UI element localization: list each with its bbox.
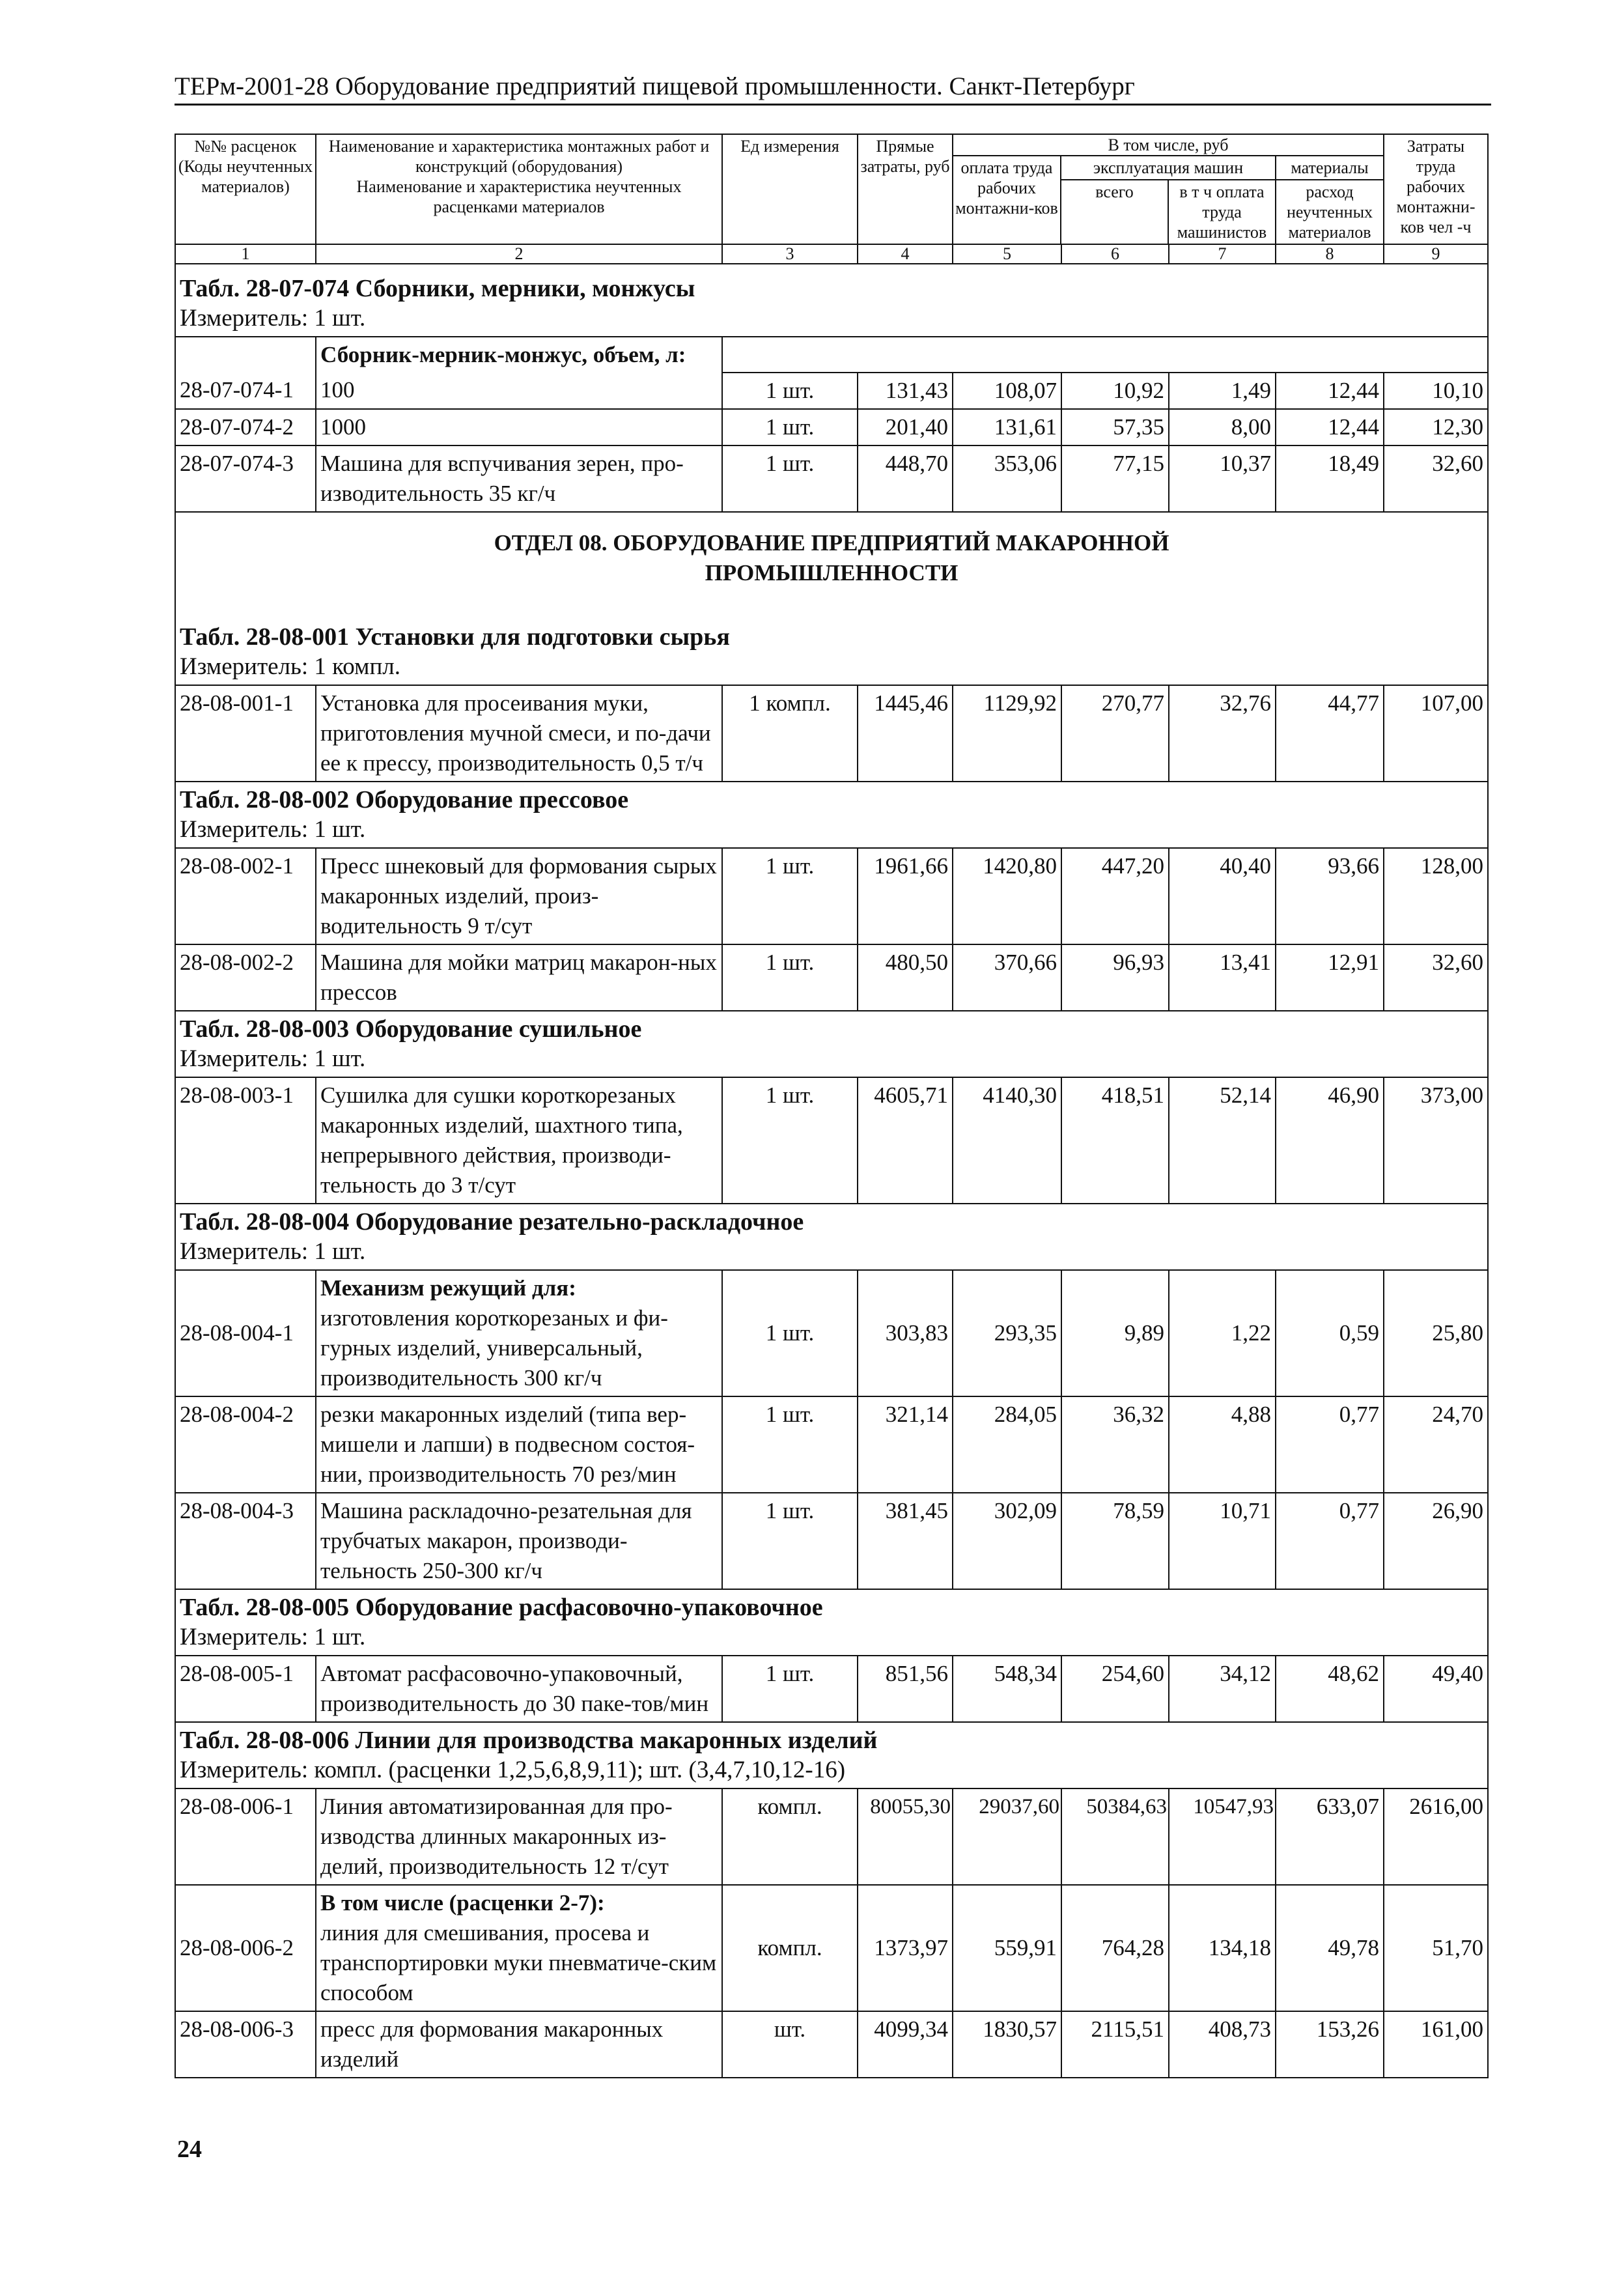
- row-unit: 1 шт.: [722, 1493, 858, 1589]
- col-code-header: [175, 134, 316, 244]
- row-direct-costs: 851,56: [858, 1656, 953, 1722]
- row-operators-wages: 4,88: [1169, 1396, 1276, 1493]
- table-row: [175, 1788, 1488, 1885]
- row-subhead: В том числе (расценки 2-7):: [320, 1890, 605, 1915]
- row-wages: 293,35: [953, 1270, 1061, 1396]
- table-row: [175, 2011, 1488, 2078]
- row-labor: 2616,00: [1384, 1788, 1488, 1885]
- row-wages: 29037,60: [953, 1788, 1061, 1885]
- row-code-empty: [175, 337, 316, 373]
- row-labor: 128,00: [1384, 848, 1488, 944]
- row-unit: 1 шт.: [722, 1270, 858, 1396]
- row-operators-wages: 408,73: [1169, 2011, 1276, 2078]
- section-title-cell: [175, 264, 1488, 337]
- row-materials: 44,77: [1276, 685, 1384, 782]
- row-name: Машина раскладочно-резательная для трубчатых макарон, производи-тельность 250-300 кг/ч: [316, 1493, 722, 1589]
- col-name-header: [316, 134, 722, 244]
- table-row: [175, 337, 1488, 373]
- row-unit: 1 шт.: [722, 409, 858, 445]
- row-empty: [722, 337, 1488, 373]
- row-unit: 1 шт.: [722, 373, 858, 409]
- row-direct-costs: 201,40: [858, 409, 953, 445]
- row-labor: 373,00: [1384, 1077, 1488, 1204]
- col-num: 6: [1061, 244, 1169, 264]
- row-code: 28-08-004-1: [175, 1270, 316, 1396]
- section-title-cell: [175, 1589, 1488, 1656]
- row-machines-total: 77,15: [1061, 445, 1169, 512]
- section-title: Табл. 28-08-006 Линии для производства макаронных изделий: [180, 1727, 878, 1754]
- row-labor: 10,10: [1384, 373, 1488, 409]
- row-operators-wages: 52,14: [1169, 1077, 1276, 1204]
- row-materials: 49,78: [1276, 1885, 1384, 2011]
- row-code: 28-08-006-1: [175, 1788, 316, 1885]
- row-name-cell: [316, 1270, 722, 1396]
- row-operators-wages: 34,12: [1169, 1656, 1276, 1722]
- row-machines-total: 254,60: [1061, 1656, 1169, 1722]
- row-code: 28-08-001-1: [175, 685, 316, 782]
- row-wages: 1420,80: [953, 848, 1061, 944]
- section-measure: Измеритель: 1 шт.: [180, 1238, 366, 1265]
- row-wages: 548,34: [953, 1656, 1061, 1722]
- row-name: Машина для мойки матриц макарон-ных прессов: [316, 944, 722, 1011]
- section-measure: Измеритель: компл. (расценки 1,2,5,6,8,9,11); шт. (3,4,7,10,12-16): [180, 1757, 846, 1783]
- table-row: [175, 1270, 1488, 1396]
- row-name: пресс для формования макаронных изделий: [316, 2011, 722, 2078]
- group-subtable: [953, 156, 1383, 244]
- row-name: Пресс шнековый для формования сырых макаронных изделий, произ-водительность 9 т/сут: [316, 848, 722, 944]
- table-header-row: [175, 134, 1488, 244]
- row-machines-total: 2115,51: [1061, 2011, 1169, 2078]
- row-direct-costs: 1961,66: [858, 848, 953, 944]
- row-wages: 370,66: [953, 944, 1061, 1011]
- row-subhead: Сборник-мерник-монжус, объем, л:: [320, 342, 686, 367]
- col-wages-header: оплата труда рабочих монтажни-ков: [953, 156, 1061, 244]
- section-title-cell: [175, 619, 1488, 685]
- row-operators-wages: 1,49: [1169, 373, 1276, 409]
- row-name: Сушилка для сушки короткорезаных макаронных изделий, шахтного типа, непрерывного действия, производи-тельность до 3 т/сут: [316, 1077, 722, 1204]
- table-row: [175, 1396, 1488, 1493]
- row-machines-total: 764,28: [1061, 1885, 1169, 2011]
- row-materials: 48,62: [1276, 1656, 1384, 1722]
- table-row: [175, 445, 1488, 512]
- row-operators-wages: 32,76: [1169, 685, 1276, 782]
- col-name-sublabel: Наименование и характеристика неучтенных расценками материалов: [356, 177, 682, 216]
- row-direct-costs: 4605,71: [858, 1077, 953, 1204]
- row-labor: 107,00: [1384, 685, 1488, 782]
- row-materials: 153,26: [1276, 2011, 1384, 2078]
- row-materials: 0,77: [1276, 1396, 1384, 1493]
- row-labor: 12,30: [1384, 409, 1488, 445]
- row-labor: 32,60: [1384, 445, 1488, 512]
- row-code: 28-08-003-1: [175, 1077, 316, 1204]
- row-materials: 93,66: [1276, 848, 1384, 944]
- section-title: Табл. 28-08-003 Оборудование сушильное: [180, 1015, 642, 1043]
- section-title: Табл. 28-08-004 Оборудование резательно-раскладочное: [180, 1208, 804, 1236]
- row-labor: 26,90: [1384, 1493, 1488, 1589]
- section-title-cell: [175, 1722, 1488, 1788]
- row-direct-costs: 480,50: [858, 944, 953, 1011]
- table-row: [175, 685, 1488, 782]
- row-name: линия для смешивания, просева и транспортировки муки пневматиче-ским способом: [320, 1920, 717, 2005]
- row-direct-costs: 448,70: [858, 445, 953, 512]
- row-labor: 51,70: [1384, 1885, 1488, 2011]
- row-materials: 12,91: [1276, 944, 1384, 1011]
- section-measure: Измеритель: 1 шт.: [180, 1624, 366, 1650]
- table-row: [175, 1885, 1488, 2011]
- row-machines-total: 50384,63: [1061, 1788, 1169, 1885]
- row-unit: 1 шт.: [722, 1396, 858, 1493]
- department-row: [175, 512, 1488, 619]
- row-code: 28-07-074-2: [175, 409, 316, 445]
- row-wages: 131,61: [953, 409, 1061, 445]
- table-row: [175, 1656, 1488, 1722]
- table-row: [175, 1077, 1488, 1204]
- row-materials: 46,90: [1276, 1077, 1384, 1204]
- row-machines-total: 57,35: [1061, 409, 1169, 445]
- section-title-row: [175, 619, 1488, 685]
- row-materials: 633,07: [1276, 1788, 1384, 1885]
- row-operators-wages: 10547,93: [1169, 1788, 1276, 1885]
- row-subhead-cell: [316, 337, 722, 373]
- row-machines-total: 447,20: [1061, 848, 1169, 944]
- section-title-row: [175, 1589, 1488, 1656]
- col-num: 1: [175, 244, 316, 264]
- section-title-row: [175, 1204, 1488, 1270]
- col-num: 2: [316, 244, 722, 264]
- section-title-cell: [175, 1204, 1488, 1270]
- group-label: В том числе, руб: [953, 135, 1383, 156]
- row-operators-wages: 13,41: [1169, 944, 1276, 1011]
- row-name: Установка для просеивания муки, приготовления мучной смеси, и по-дачи ее к прессу, производительность 0,5 т/ч: [316, 685, 722, 782]
- row-operators-wages: 10,37: [1169, 445, 1276, 512]
- row-unit: 1 шт.: [722, 1077, 858, 1204]
- section-title: Табл. 28-08-005 Оборудование расфасовочно-упаковочное: [180, 1594, 823, 1621]
- row-wages: 559,91: [953, 1885, 1061, 2011]
- table-row: [175, 848, 1488, 944]
- row-labor: 49,40: [1384, 1656, 1488, 1722]
- department-title: [175, 512, 1488, 619]
- section-title-cell: [175, 782, 1488, 848]
- col-num: 9: [1384, 244, 1488, 264]
- section-title: Табл. 28-08-001 Установки для подготовки сырья: [180, 623, 730, 651]
- section-title-row: [175, 782, 1488, 848]
- department-title-line: ОТДЕЛ 08. ОБОРУДОВАНИЕ ПРЕДПРИЯТИЙ МАКАРОННОЙ: [494, 530, 1169, 556]
- col-code-label: №№ расценок: [194, 137, 297, 156]
- row-materials: 18,49: [1276, 445, 1384, 512]
- col-materials-use-header: расход неучтенных материалов: [1286, 182, 1373, 242]
- row-direct-costs: 1373,97: [858, 1885, 953, 2011]
- row-wages: 302,09: [953, 1493, 1061, 1589]
- row-name: изготовления короткорезаных и фи-гурных изделий, универсальный, производительность 300 кг/ч: [320, 1305, 668, 1391]
- column-number-row: [175, 244, 1488, 264]
- table-row: [175, 1493, 1488, 1589]
- row-materials: 0,77: [1276, 1493, 1384, 1589]
- page-header: ТЕРм-2001-28 Оборудование предприятий пищевой промышленности. Санкт-Петербург: [175, 72, 1491, 106]
- row-wages: 353,06: [953, 445, 1061, 512]
- row-labor: 25,80: [1384, 1270, 1488, 1396]
- section-title-row: [175, 1011, 1488, 1077]
- row-direct-costs: 131,43: [858, 373, 953, 409]
- row-machines-total: 10,92: [1061, 373, 1169, 409]
- row-unit: компл.: [722, 1885, 858, 2011]
- row-subhead: Механизм режущий для:: [320, 1275, 576, 1301]
- row-direct-costs: 4099,34: [858, 2011, 953, 2078]
- col-materials-header: материалы: [1276, 156, 1383, 180]
- col-name-label: Наименование и характеристика монтажных работ и конструкций (оборудования): [328, 137, 710, 176]
- row-code: 28-07-074-1: [175, 373, 316, 409]
- row-operators-wages: 134,18: [1169, 1885, 1276, 2011]
- row-wages: 108,07: [953, 373, 1061, 409]
- row-direct-costs: 303,83: [858, 1270, 953, 1396]
- row-name: 1000: [316, 409, 722, 445]
- row-machines-total: 270,77: [1061, 685, 1169, 782]
- row-labor: 24,70: [1384, 1396, 1488, 1493]
- section-measure: Измеритель: 1 шт.: [180, 305, 366, 332]
- col-machines-total-header: всего: [1061, 180, 1168, 244]
- col-num: 3: [722, 244, 858, 264]
- table-row: [175, 373, 1488, 409]
- row-wages: 1129,92: [953, 685, 1061, 782]
- row-machines-total: 418,51: [1061, 1077, 1169, 1204]
- row-code: 28-08-002-2: [175, 944, 316, 1011]
- section-measure: Измеритель: 1 шт.: [180, 1045, 366, 1072]
- row-name: Линия автоматизированная для про-изводства длинных макаронных из-делий, производительность 12 т/сут: [316, 1788, 722, 1885]
- row-unit: 1 шт.: [722, 944, 858, 1011]
- table-row: [175, 944, 1488, 1011]
- section-measure: Измеритель: 1 шт.: [180, 816, 366, 843]
- row-machines-total: 96,93: [1061, 944, 1169, 1011]
- row-wages: 4140,30: [953, 1077, 1061, 1204]
- row-unit: 1 шт.: [722, 1656, 858, 1722]
- col-num: 4: [858, 244, 953, 264]
- row-code: 28-08-002-1: [175, 848, 316, 944]
- row-name: 100: [316, 373, 722, 409]
- row-operators-wages: 40,40: [1169, 848, 1276, 944]
- row-materials: 0,59: [1276, 1270, 1384, 1396]
- col-machines-header: эксплуатация машин: [1061, 156, 1276, 180]
- row-unit: 1 шт.: [722, 848, 858, 944]
- col-direct-costs-header: Прямые затраты, руб: [858, 134, 953, 244]
- section-title-row: [175, 264, 1488, 337]
- col-code-sublabel: (Коды неучтенных материалов): [178, 157, 313, 196]
- col-num: 8: [1276, 244, 1384, 264]
- section-title: Табл. 28-08-002 Оборудование прессовое: [180, 786, 629, 813]
- section-title-row: [175, 1722, 1488, 1788]
- col-operators-wages-header: в т ч оплата труда машинистов: [1168, 180, 1276, 244]
- row-operators-wages: 8,00: [1169, 409, 1276, 445]
- row-materials: 12,44: [1276, 373, 1384, 409]
- row-code: 28-08-006-2: [175, 1885, 316, 2011]
- table-row: [175, 409, 1488, 445]
- col-group-header: [953, 134, 1384, 244]
- row-direct-costs: 321,14: [858, 1396, 953, 1493]
- row-unit: компл.: [722, 1788, 858, 1885]
- row-code: 28-08-005-1: [175, 1656, 316, 1722]
- row-code: 28-08-004-3: [175, 1493, 316, 1589]
- row-unit: шт.: [722, 2011, 858, 2078]
- row-code: 28-07-074-3: [175, 445, 316, 512]
- row-direct-costs: 381,45: [858, 1493, 953, 1589]
- row-labor: 161,00: [1384, 2011, 1488, 2078]
- rates-table: [175, 134, 1489, 2078]
- row-direct-costs: 80055,30: [858, 1788, 953, 1885]
- row-name-cell: [316, 1885, 722, 2011]
- row-code: 28-08-006-3: [175, 2011, 316, 2078]
- row-unit: 1 компл.: [722, 685, 858, 782]
- row-machines-total: 36,32: [1061, 1396, 1169, 1493]
- row-machines-total: 78,59: [1061, 1493, 1169, 1589]
- row-wages: 1830,57: [953, 2011, 1061, 2078]
- col-unit-header: Ед измерения: [722, 134, 858, 244]
- col-num: 5: [953, 244, 1061, 264]
- page-number: 24: [177, 2136, 202, 2163]
- row-labor: 32,60: [1384, 944, 1488, 1011]
- col-num: 7: [1169, 244, 1276, 264]
- col-labor-header: Затраты труда рабочих монтажни-ков чел -ч: [1384, 134, 1488, 244]
- row-name: Машина для вспучивания зерен, про-изводительность 35 кг/ч: [316, 445, 722, 512]
- department-title-line: ПРОМЫШЛЕННОСТИ: [705, 560, 959, 586]
- section-title-cell: [175, 1011, 1488, 1077]
- section-measure: Измеритель: 1 компл.: [180, 653, 400, 680]
- row-name: резки макаронных изделий (типа вер-мишели и лапши) в подвесном состоя-нии, производительность 70 рез/мин: [316, 1396, 722, 1493]
- row-materials: 12,44: [1276, 409, 1384, 445]
- section-title: Табл. 28-07-074 Сборники, мерники, монжусы: [180, 275, 695, 302]
- row-code: 28-08-004-2: [175, 1396, 316, 1493]
- row-operators-wages: 1,22: [1169, 1270, 1276, 1396]
- row-machines-total: 9,89: [1061, 1270, 1169, 1396]
- row-wages: 284,05: [953, 1396, 1061, 1493]
- row-direct-costs: 1445,46: [858, 685, 953, 782]
- row-name: Автомат расфасовочно-упаковочный, производительность до 30 паке-тов/мин: [316, 1656, 722, 1722]
- row-operators-wages: 10,71: [1169, 1493, 1276, 1589]
- row-unit: 1 шт.: [722, 445, 858, 512]
